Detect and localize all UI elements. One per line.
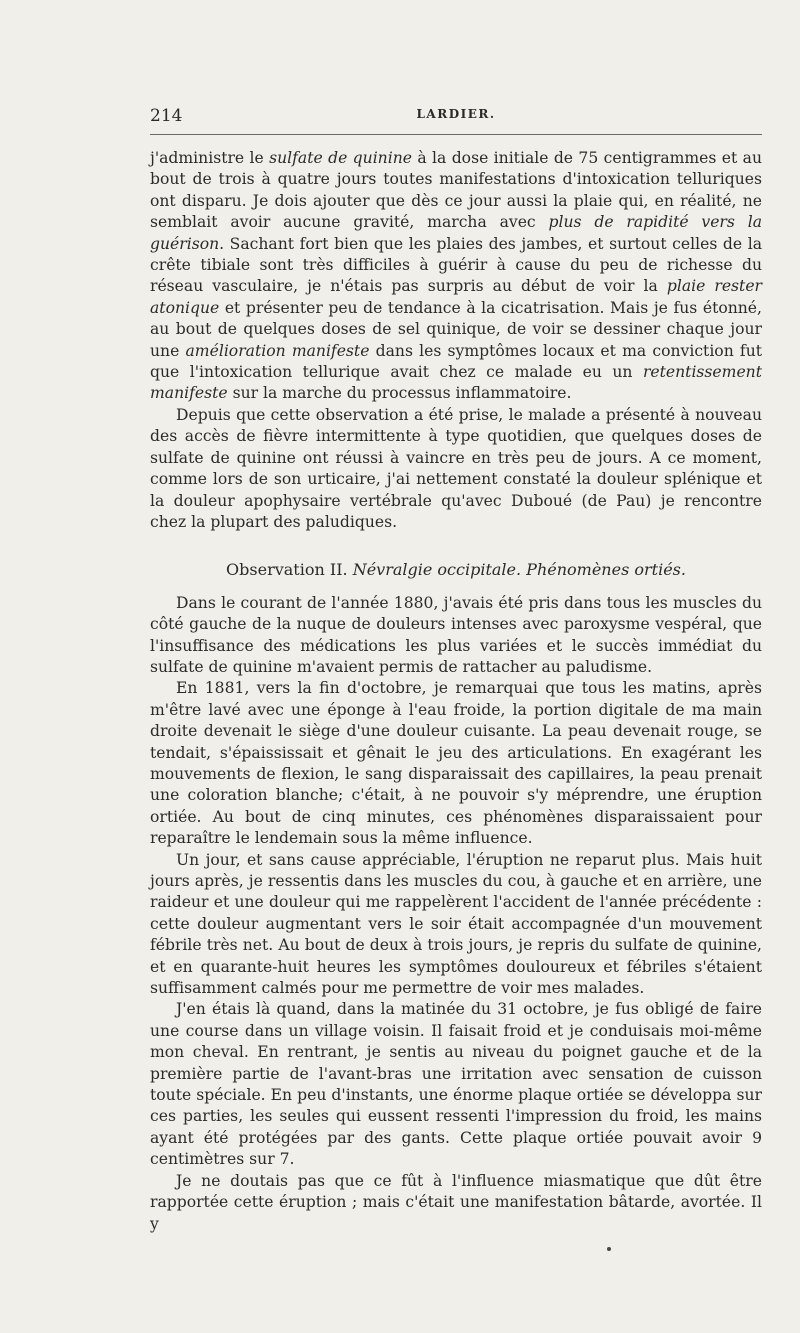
observation-subject: Névralgie occipitale. Phénomènes ortiés. <box>352 560 686 580</box>
paragraph: Depuis que cette observation a été prise, le malade a présenté à nouveau des accès de fièvre intermittente à type quotidien, que quelques doses de sulfate de quinine ont réussi à vaincre en très peu de jours. A ce moment, comme lors de son urticaire, j'ai nettement constaté la douleur splénique et la douleur apophysaire vertébrale qu'avec Duboué (de Pau) je rencontre chez la plupart des paludiques. <box>150 405 762 531</box>
text-run: sur la marche du processus inflammatoire. <box>227 384 572 403</box>
italic-run: plus de rapidité vers la guérison <box>150 213 762 253</box>
paragraph: J'en étais là quand, dans la matinée du 31 octobre, je fus obligé de faire une course dans un village voisin. Il faisait froid et je conduisais moi-même mon cheval. En rentrant, je sentis au niveau du poignet gauche et de la première partie de l'avant-bras une irritation avec sensation de cuisson toute spéciale. En peu d'instants, une énorme plaque ortiée se développa sur ces parties, les seules qui eussent ressenti l'impression du froid, les mains ayant été protégées par des gants. Cette plaque ortiée pouvait avoir 9 centimètres sur 7. <box>150 1000 762 1169</box>
running-head: LARDIER. <box>416 107 496 121</box>
text-run: j'administre le <box>150 149 270 167</box>
italic-run: amélioration manifeste <box>185 341 370 360</box>
italic-run: retentissement manifeste <box>150 363 762 403</box>
ink-speck <box>607 1247 611 1251</box>
header-rule <box>150 134 762 135</box>
paragraph: En 1881, vers la fin d'octobre, je remarquai que tous les matins, après m'être lavé avec une éponge à l'eau froide, la portion digitale de ma main droite devenait le siège d'une douleur cuisante. La peau devenait rouge, se tendait, s'épaississait et gênait le jeu des articulations. En exagérant les mouvements de flexion, le sang disparaissait des capillaires, la peau prenait une coloration blanche; c'était, à ne pouvoir s'y méprendre, une éruption ortiée. Au bout de cinq minutes, ces phénomènes disparaissaient pour reparaître le lendemain sous la même influence. <box>150 679 762 848</box>
text-run: . Sachant fort bien que les plaies des jambes, et surtout celles de la crête tibiale sont très difficiles à guérir à cause du peu de richesse du réseau vasculaire, je n'étais pas surpris au début de voir la <box>150 234 762 296</box>
italic-run: plaie rester atonique <box>150 277 762 317</box>
text-run: à la dose initiale de 75 centigrammes et au bout de trois à quatre jours toutes manifestations d'intoxication telluriques ont disparu. Je dois ajouter que dès ce jour aussi la plaie qui, en réalité, ne semblait avoir aucune gravité, marcha avec <box>150 149 762 232</box>
paragraph-continued <box>150 148 762 405</box>
paragraph: Dans le courant de l'année 1880, j'avais été pris dans tous les muscles du côté gauche de la nuque de douleurs intenses avec paroxysme vespéral, que l'insuffisance des médications les plus variées et le succès immédiat du sulfate de quinine m'avaient permis de rattacher au paludisme. <box>150 593 762 676</box>
observation-label: Observation II. <box>226 560 353 580</box>
text-run: et présenter peu de tendance à la cicatrisation. Mais je fus étonné, au bout de quelques doses de sel quinique, de voir se dessiner chaque jour une <box>150 298 762 360</box>
paragraph: Je ne doutais pas que ce fût à l'influence miasmatique que dût être rapportée cette éruption ; mais c'était une manifestation bâtarde, avortée. Il y <box>150 1171 762 1233</box>
italic-run: sulfate de quinine <box>269 149 412 167</box>
page-header <box>150 106 762 126</box>
observation-heading <box>150 559 762 580</box>
page-number: 214 <box>150 106 183 126</box>
page-body <box>150 148 762 1235</box>
text-run: dans les symptômes locaux et ma conviction fut que l'intoxication tellurique avait chez ce malade eu un <box>150 341 763 382</box>
paragraph: Un jour, et sans cause appréciable, l'éruption ne reparut plus. Mais huit jours après, je ressentis dans les muscles du cou, à gauche et en arrière, une raideur et une douleur qui me rappelèrent l'accident de l'année précédente : cette douleur augmentant vers le soir était accompagnée d'un mouvement fébrile très net. Au bout de deux à trois jours, je repris du sulfate de quinine, et en quarante-huit heures les symptômes douloureux et fébriles s'étaient suffisamment calmés pour me permettre de voir mes malades. <box>150 850 762 998</box>
